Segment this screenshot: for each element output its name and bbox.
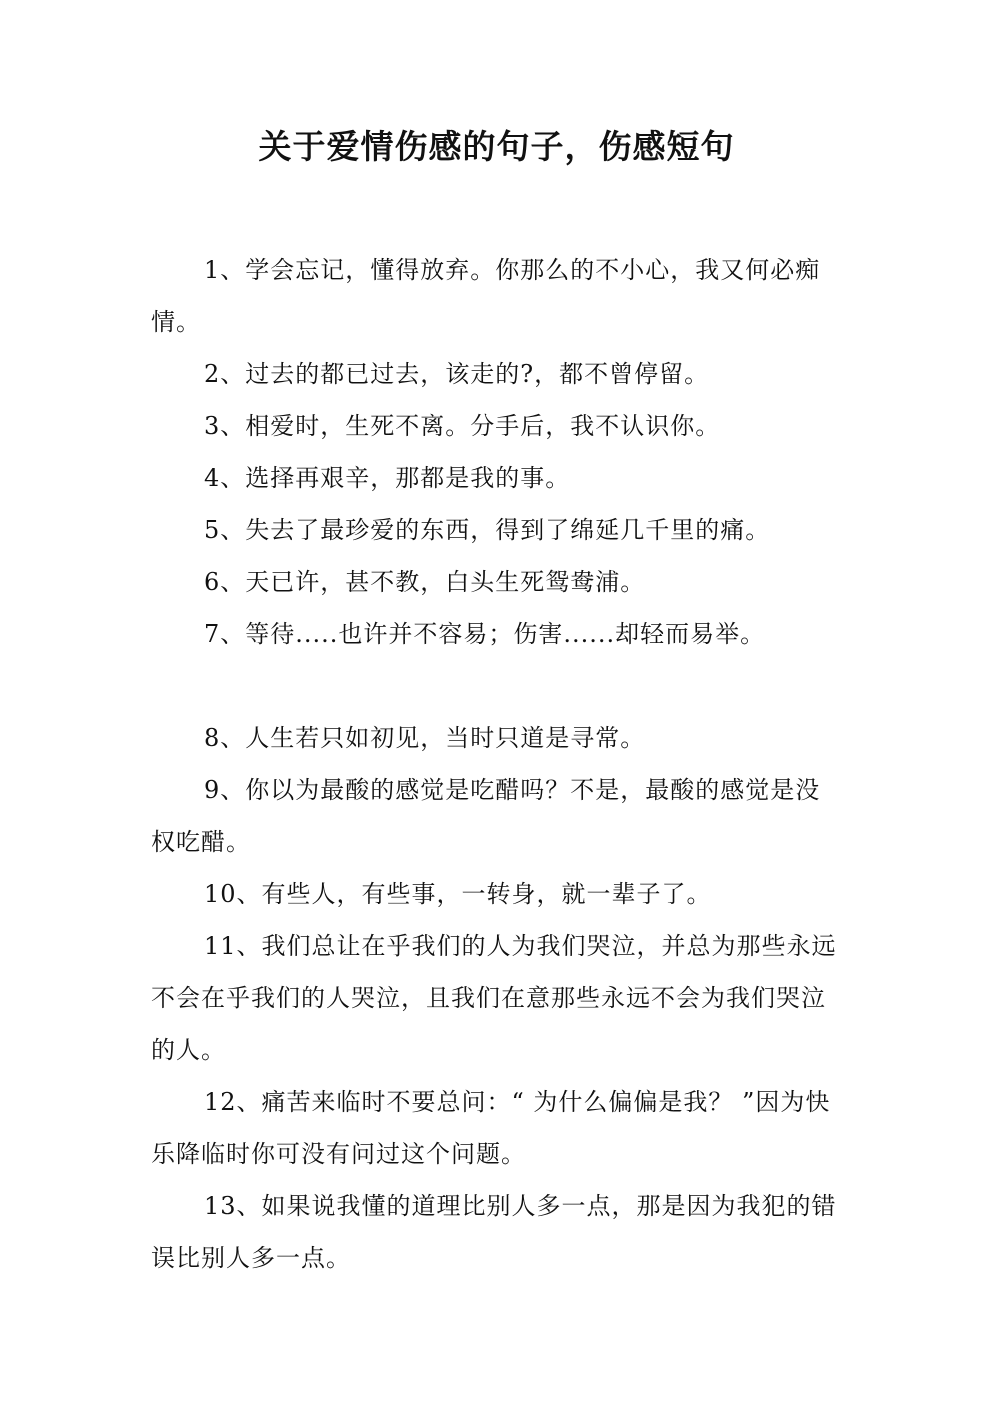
paragraph-3: 3、相爱时，生死不离。分手后，我不认识你。 (204, 412, 721, 440)
paragraph-1: 1、学会忘记，懂得放弃。你那么的不小心，我又何必痴情。 (151, 256, 821, 336)
paragraph-12: 12、痛苦来临时不要总问：“ 为什么偏偏是我？ ”因为快乐降临时你可没有问过这个问题。 (151, 1088, 831, 1168)
page-title: 关于爱情伤感的句子，伤感短句 (258, 127, 735, 166)
paragraph-2: 2、过去的都已过去，该走的?，都不曾停留。 (204, 360, 710, 388)
paragraph-10: 10、有些人，有些事，一转身，就一辈子了。 (204, 880, 712, 908)
paragraph-6: 6、天已许，甚不教，白头生死鸳鸯浦。 (204, 568, 646, 596)
paragraph-13: 13、如果说我懂的道理比别人多一点，那是因为我犯的错误比别人多一点。 (151, 1192, 837, 1272)
paragraph-5: 5、失去了最珍爱的东西，得到了绵延几千里的痛。 (204, 516, 771, 544)
document-body (151, 244, 841, 1284)
paragraph-7: 7、等待.....也许并不容易；伤害......却轻而易举。 (204, 620, 766, 648)
paragraph-11: 11、我们总让在乎我们的人为我们哭泣，并总为那些永远不会在乎我们的人哭泣，且我们在意那些永远不会为我们哭泣的人。 (151, 932, 837, 1064)
paragraph-9: 9、你以为最酸的感觉是吃醋吗？不是，最酸的感觉是没权吃醋。 (151, 776, 821, 856)
paragraph-4: 4、选择再艰辛，那都是我的事。 (204, 464, 571, 492)
paragraph-8: 8、人生若只如初见，当时只道是寻常。 (204, 724, 646, 752)
